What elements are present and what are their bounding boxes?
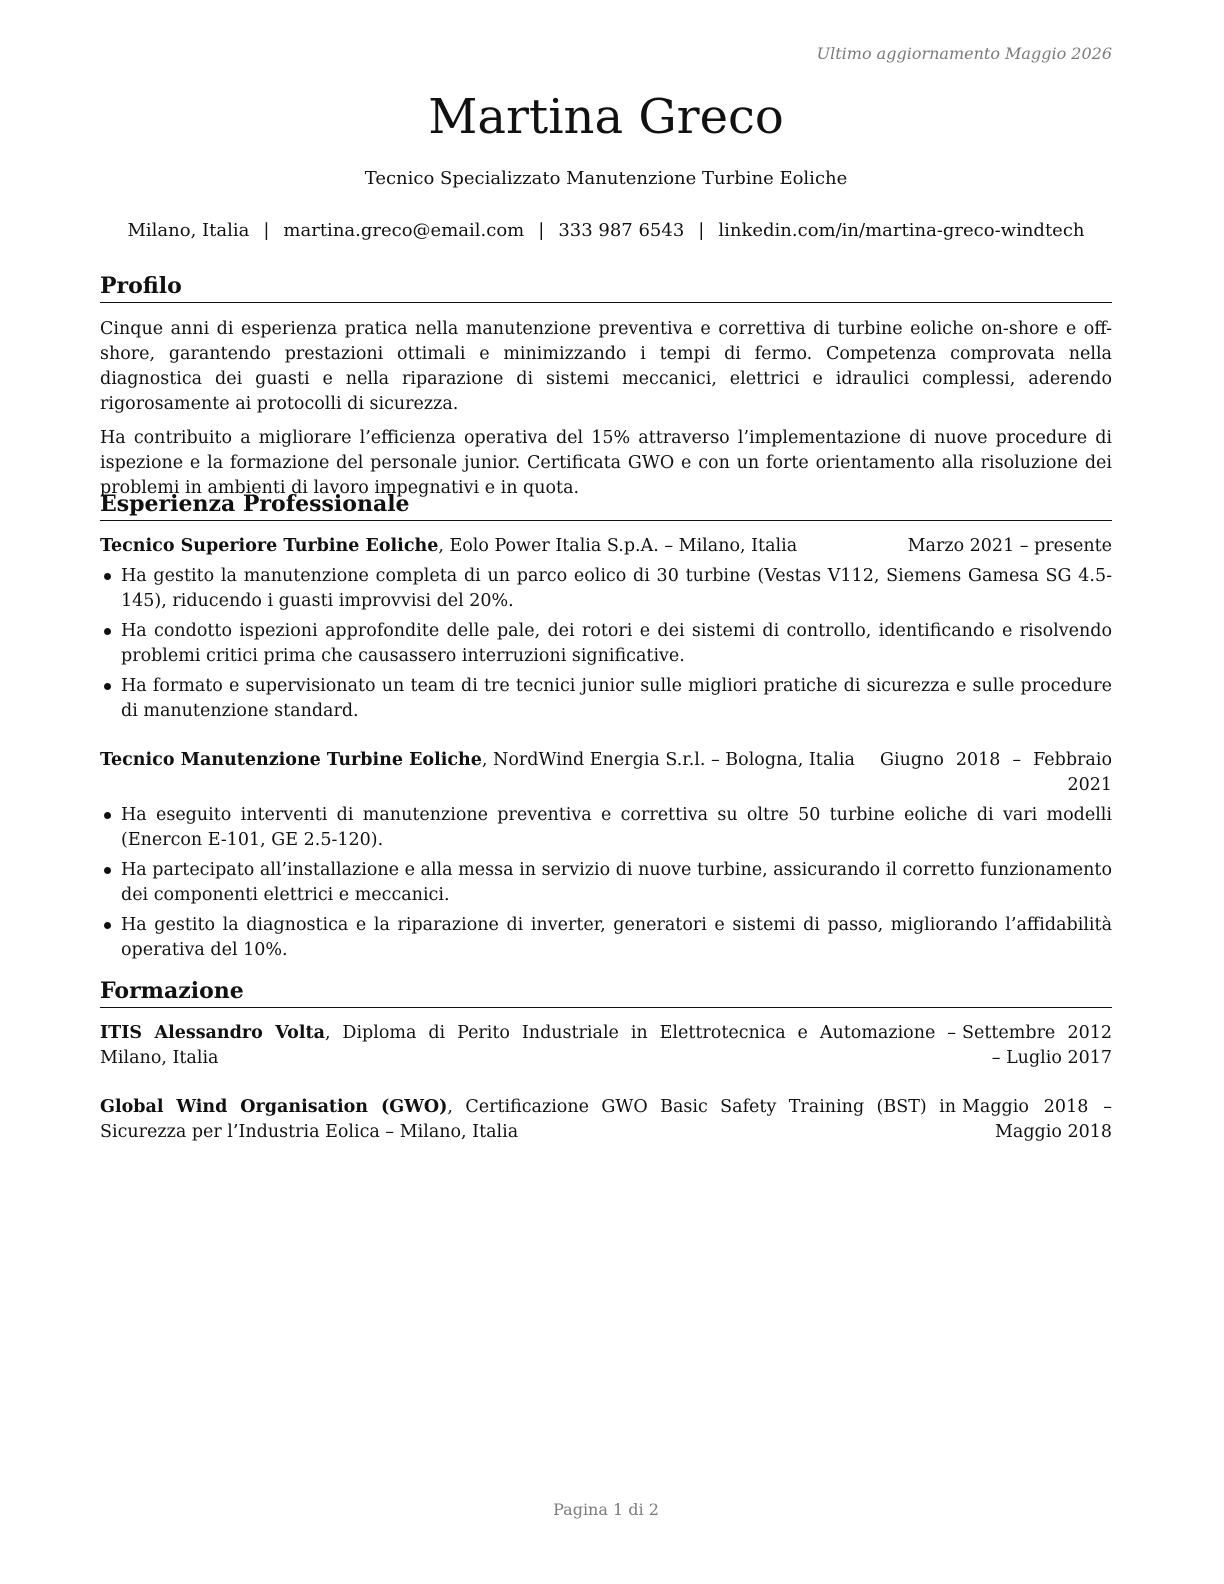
job-dates: Giugno 2018 – Febbraio 2021 (880, 750, 1112, 795)
contact-phone[interactable]: 333 987 6543 (558, 220, 685, 241)
job-title: Tecnico Specializzato Manutenzione Turbine Eoliche (364, 168, 848, 189)
resume-page (100, 0, 1112, 1584)
list-item: Ha gestito la manutenzione completa di un parco eolico di 30 turbine (Vestas V112, Siemens Gamesa SG 4.5-145), riducendo i guasti improvvisi del 20%. (100, 564, 1112, 614)
profile-paragraph: Cinque anni di esperienza pratica nella manutenzione preventiva e correttiva di turbine eoliche on-shore e off-shore, garantendo prestazioni ottimali e minimizzando i tempi di fermo. Competenza comprovata nella diagnostica dei guasti e nella riparazione di sistemi meccanici, elettrici e idraulici complessi, aderendo rigorosamente ai protocolli di sicurezza. (100, 319, 1112, 414)
job-role: Tecnico Manutenzione Turbine Eoliche (100, 750, 482, 770)
contact-location: Milano, Italia (127, 220, 250, 241)
education-dates: Settembre 2012 – Luglio 2017 (962, 1023, 1112, 1068)
section-title-education: Formazione (100, 977, 1112, 1008)
education-section (100, 977, 1112, 1145)
job-entry (100, 534, 1112, 724)
job-header (100, 534, 1112, 559)
job-dates: Marzo 2021 – presente (907, 536, 1112, 556)
job-role: Tecnico Superiore Turbine Eoliche (100, 536, 439, 556)
education-school: ITIS Alessandro Volta (100, 1023, 325, 1043)
candidate-name: Martina Greco (428, 89, 784, 145)
contact-line (100, 218, 1112, 244)
list-item: Ha partecipato all’installazione e alla messa in servizio di nuove turbine, assicurando il corretto funzionamento dei componenti elettrici e meccanici. (100, 858, 1112, 908)
contact-separator: | (698, 220, 705, 241)
job-company: , NordWind Energia S.r.l. – Bologna, Italia (481, 750, 855, 770)
list-item: Ha eseguito interventi di manutenzione preventiva e correttiva su oltre 50 turbine eoliche di vari modelli (Enercon E-101, GE 2.5-120). (100, 803, 1112, 853)
education-detail: , Certificazione GWO Basic Safety Training (BST) in Sicurezza per l’Industria Eolica – Milano, Italia (100, 1097, 956, 1142)
contact-separator: | (538, 220, 545, 241)
list-item: Ha gestito la diagnostica e la riparazione di inverter, generatori e sistemi di passo, migliorando l’affidabilità operativa del 10%. (100, 913, 1112, 963)
contact-email[interactable]: martina.greco@email.com (283, 220, 525, 241)
job-entry (100, 748, 1112, 963)
education-entry (100, 1095, 1112, 1145)
profile-paragraph: Ha contribuito a migliorare l’efficienza operativa del 15% attraverso l’implementazione di nuove procedure di ispezione e la formazione del personale junior. Certificata GWO e con un forte orientamento alla risoluzione dei problemi in ambienti di lavoro impegnativi e in quota. (100, 428, 1112, 498)
education-entry (100, 1021, 1112, 1071)
education-detail: , Diploma di Perito Industriale in Elettrotecnica e Automazione – Milano, Italia (100, 1023, 957, 1068)
page-number: Pagina 1 di 2 (553, 1500, 659, 1519)
job-company: , Eolo Power Italia S.p.A. – Milano, Italia (438, 536, 798, 556)
contact-separator: | (263, 220, 270, 241)
experience-section (100, 490, 1112, 963)
education-school: Global Wind Organisation (GWO) (100, 1097, 448, 1117)
section-title-profile: Profilo (100, 272, 1112, 303)
list-item: Ha formato e supervisionato un team di tre tecnici junior sulle migliori pratiche di sicurezza e sulle procedure di manutenzione standard. (100, 674, 1112, 724)
profile-section (100, 272, 1112, 501)
job-bullets (100, 564, 1112, 724)
contact-linkedin[interactable]: linkedin.com/in/martina-greco-windtech (718, 220, 1085, 241)
list-item: Ha condotto ispezioni approfondite delle pale, dei rotori e dei sistemi di controllo, identificando e risolvendo problemi critici prima che causassero interruzioni significative. (100, 619, 1112, 669)
job-bullets (100, 803, 1112, 963)
education-dates: Maggio 2018 – Maggio 2018 (962, 1097, 1112, 1142)
section-title-experience: Esperienza Professionale (100, 490, 1112, 521)
job-header (100, 748, 1112, 798)
last-updated: Ultimo aggiornamento Maggio 2026 (816, 44, 1112, 63)
